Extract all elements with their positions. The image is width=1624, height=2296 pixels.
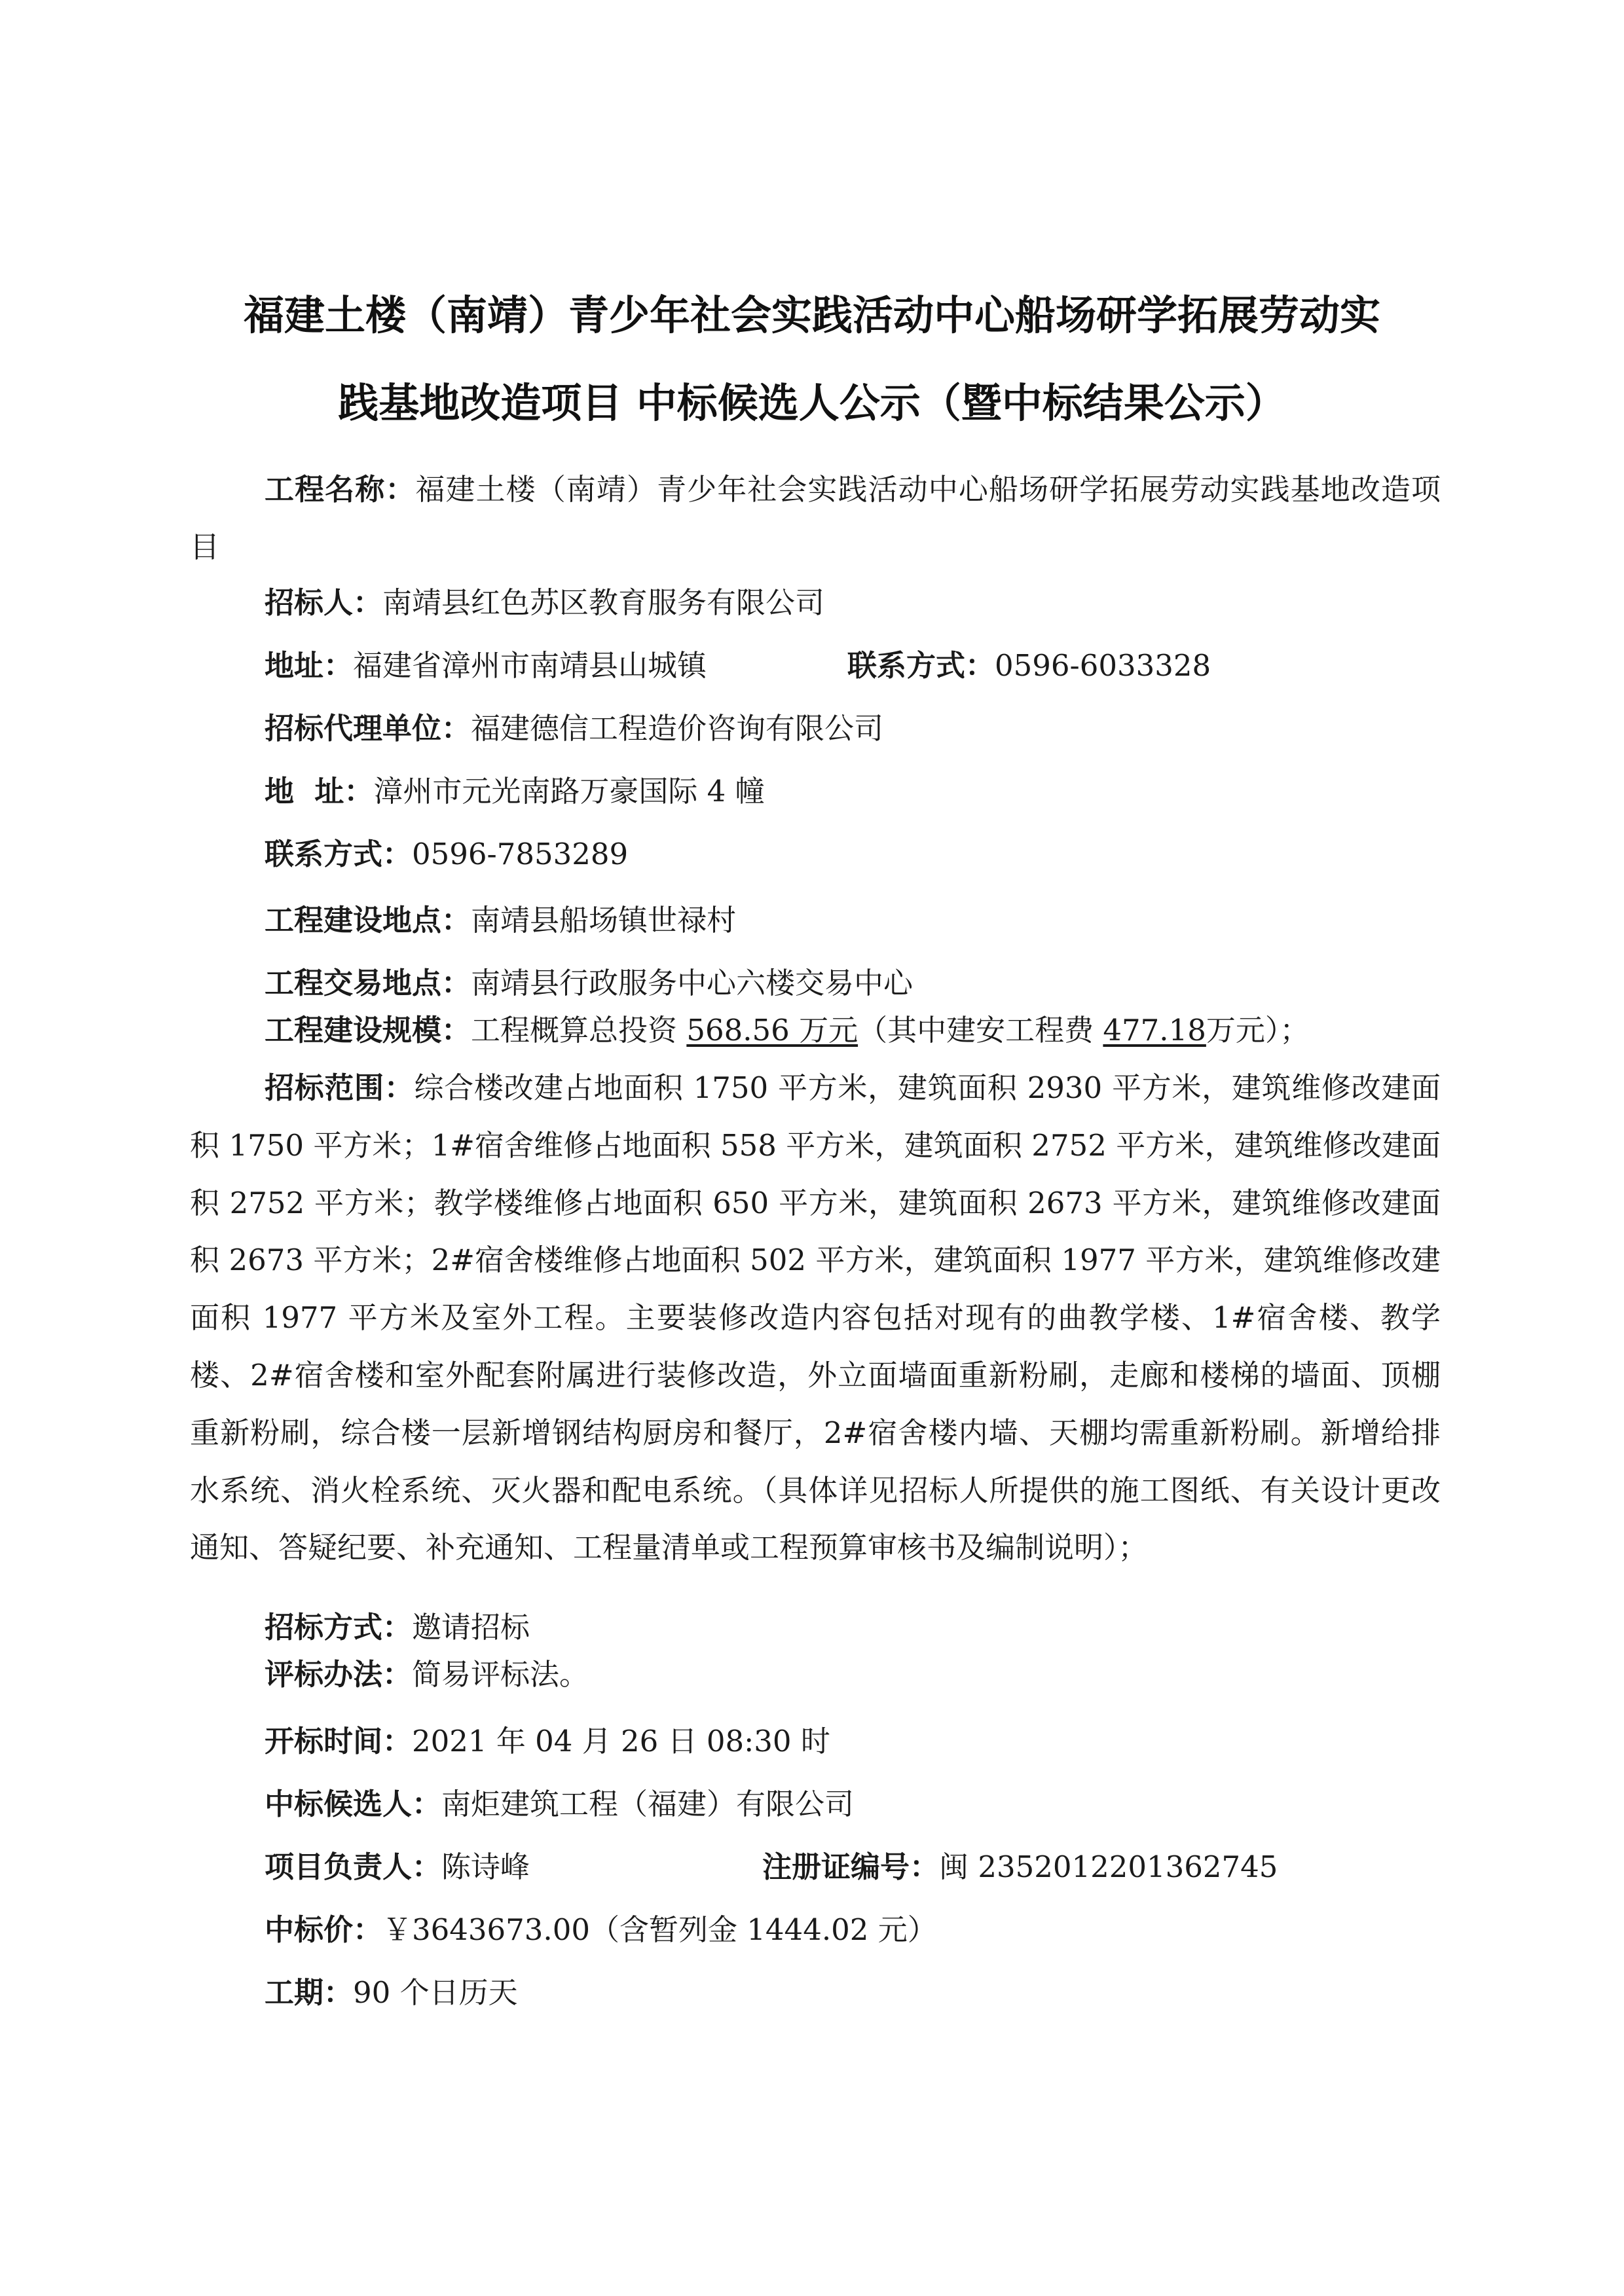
agency-address-label: 地 址： (265, 774, 374, 809)
duration-label: 工期： (265, 1975, 354, 2010)
method-line (265, 1609, 530, 1646)
scope-label: 招标范围： (265, 1070, 415, 1105)
scale-suffix: 万元）； (1206, 1013, 1310, 1048)
scale-label: 工程建设规模： (265, 1013, 471, 1048)
document-title-line-2: 践基地改造项目 中标候选人公示（暨中标结果公示） (338, 379, 1286, 427)
opening-time-line (265, 1723, 830, 1760)
method-value: 邀请招标 (412, 1610, 530, 1645)
site-location-line (265, 902, 736, 939)
trade-location-label: 工程交易地点： (265, 966, 471, 1000)
manager-line (265, 1849, 1443, 1886)
manager-value: 陈诗峰 (441, 1850, 530, 1884)
project-name-paragraph (190, 461, 1441, 576)
tenderer-value: 南靖县红色苏区教育服务有限公司 (382, 585, 825, 620)
price-value: ￥3643673.00（含暂列金 1444.02 元） (382, 1912, 937, 1947)
scale-line (265, 1012, 1309, 1049)
opening-time-label: 开标时间： (265, 1724, 413, 1758)
trade-location-value: 南靖县行政服务中心六楼交易中心 (471, 966, 913, 1000)
price-line (265, 1912, 937, 1948)
scale-prefix: 工程概算总投资 (471, 1013, 687, 1048)
agency-contact-value: 0596-7853289 (412, 837, 629, 871)
total-investment-value: 568.56 万元 (686, 1013, 858, 1048)
registration-label: 注册证编号： (762, 1850, 940, 1884)
agency-label: 招标代理单位： (265, 711, 471, 746)
tenderer-line (265, 585, 824, 621)
agency-contact-label: 联系方式： (265, 837, 413, 871)
opening-time-value: 2021 年 04 月 26 日 08:30 时 (412, 1724, 830, 1758)
scope-paragraph (190, 1059, 1441, 1576)
site-location-label: 工程建设地点： (265, 903, 471, 938)
manager-label: 项目负责人： (265, 1850, 442, 1884)
agency-address-value: 漳州市元光南路万豪国际 4 幢 (373, 774, 765, 809)
candidate-line (265, 1786, 854, 1823)
tenderer-address-line (265, 647, 1443, 684)
scope-value: 综合楼改建占地面积 1750 平方米，建筑面积 2930 平方米，建筑维修改建面积 1750 平方米；1#宿舍维修占地面积 558 平方米，建筑面积 2752 平方米，建筑维修改建面积 2752 平方米；教学楼维修占地面积 650 平方米，建筑面积 2673 平方米，建筑维修改建面积 2673 平方米；2#宿舍楼维修占地面积 502 平方米，建筑面积 1977 平方米，建筑维修改建面积 1977 平方米及室外工程。主要装修改造内容包括对现有的曲教学楼、1#宿舍楼、教学楼、2#宿舍楼和室外配套附属进行装修改造，外立面墙面重新粉刷，走廊和楼梯的墙面、顶棚重新粉刷，综合楼一层新增钢结构厨房和餐厅，2#宿舍楼内墙、天棚均需重新粉刷。新增给排水系统、消火栓系统、灭火器和配电系统。（具体详见招标人所提供的施工图纸、有关设计更改通知、答疑纪要、补充通知、工程量清单或工程预算审核书及编制说明）； (190, 1070, 1441, 1565)
price-label: 中标价： (265, 1912, 383, 1947)
tenderer-contact (847, 647, 1211, 684)
method-label: 招标方式： (265, 1610, 413, 1645)
project-name-value: 福建土楼（南靖）青少年社会实践活动中心船场研学拓展劳动实践基地改造项目 (190, 472, 1441, 564)
agency-address-line (265, 773, 765, 810)
registration (762, 1849, 1278, 1886)
tenderer-address-label: 地址： (265, 648, 354, 683)
tenderer-contact-value: 0596-6033328 (995, 648, 1211, 683)
tenderer-contact-label: 联系方式： (847, 648, 995, 683)
candidate-value: 南炬建筑工程（福建）有限公司 (441, 1787, 855, 1821)
candidate-label: 中标候选人： (265, 1787, 442, 1821)
agency-line (265, 710, 883, 747)
duration-line (265, 1975, 518, 2011)
agency-value: 福建德信工程造价咨询有限公司 (471, 711, 884, 746)
tenderer-address-value: 福建省漳州市南靖县山城镇 (353, 648, 707, 683)
construction-fee-value: 477.18 (1103, 1013, 1206, 1048)
trade-location-line (265, 965, 913, 1002)
duration-value: 90 个日历天 (353, 1975, 518, 2010)
registration-value: 闽 2352012201362745 (939, 1850, 1278, 1884)
scale-middle: （其中建安工程费 (858, 1013, 1103, 1048)
evaluation-line (265, 1656, 589, 1693)
tenderer-label: 招标人： (265, 585, 383, 620)
agency-contact-line (265, 836, 628, 873)
document-title-line-1: 福建土楼（南靖）青少年社会实践活动中心船场研学拓展劳动实 (243, 291, 1380, 339)
site-location-value: 南靖县船场镇世禄村 (471, 903, 737, 938)
evaluation-value: 简易评标法。 (412, 1657, 589, 1692)
project-name-label: 工程名称： (265, 472, 416, 507)
evaluation-label: 评标办法： (265, 1657, 413, 1692)
